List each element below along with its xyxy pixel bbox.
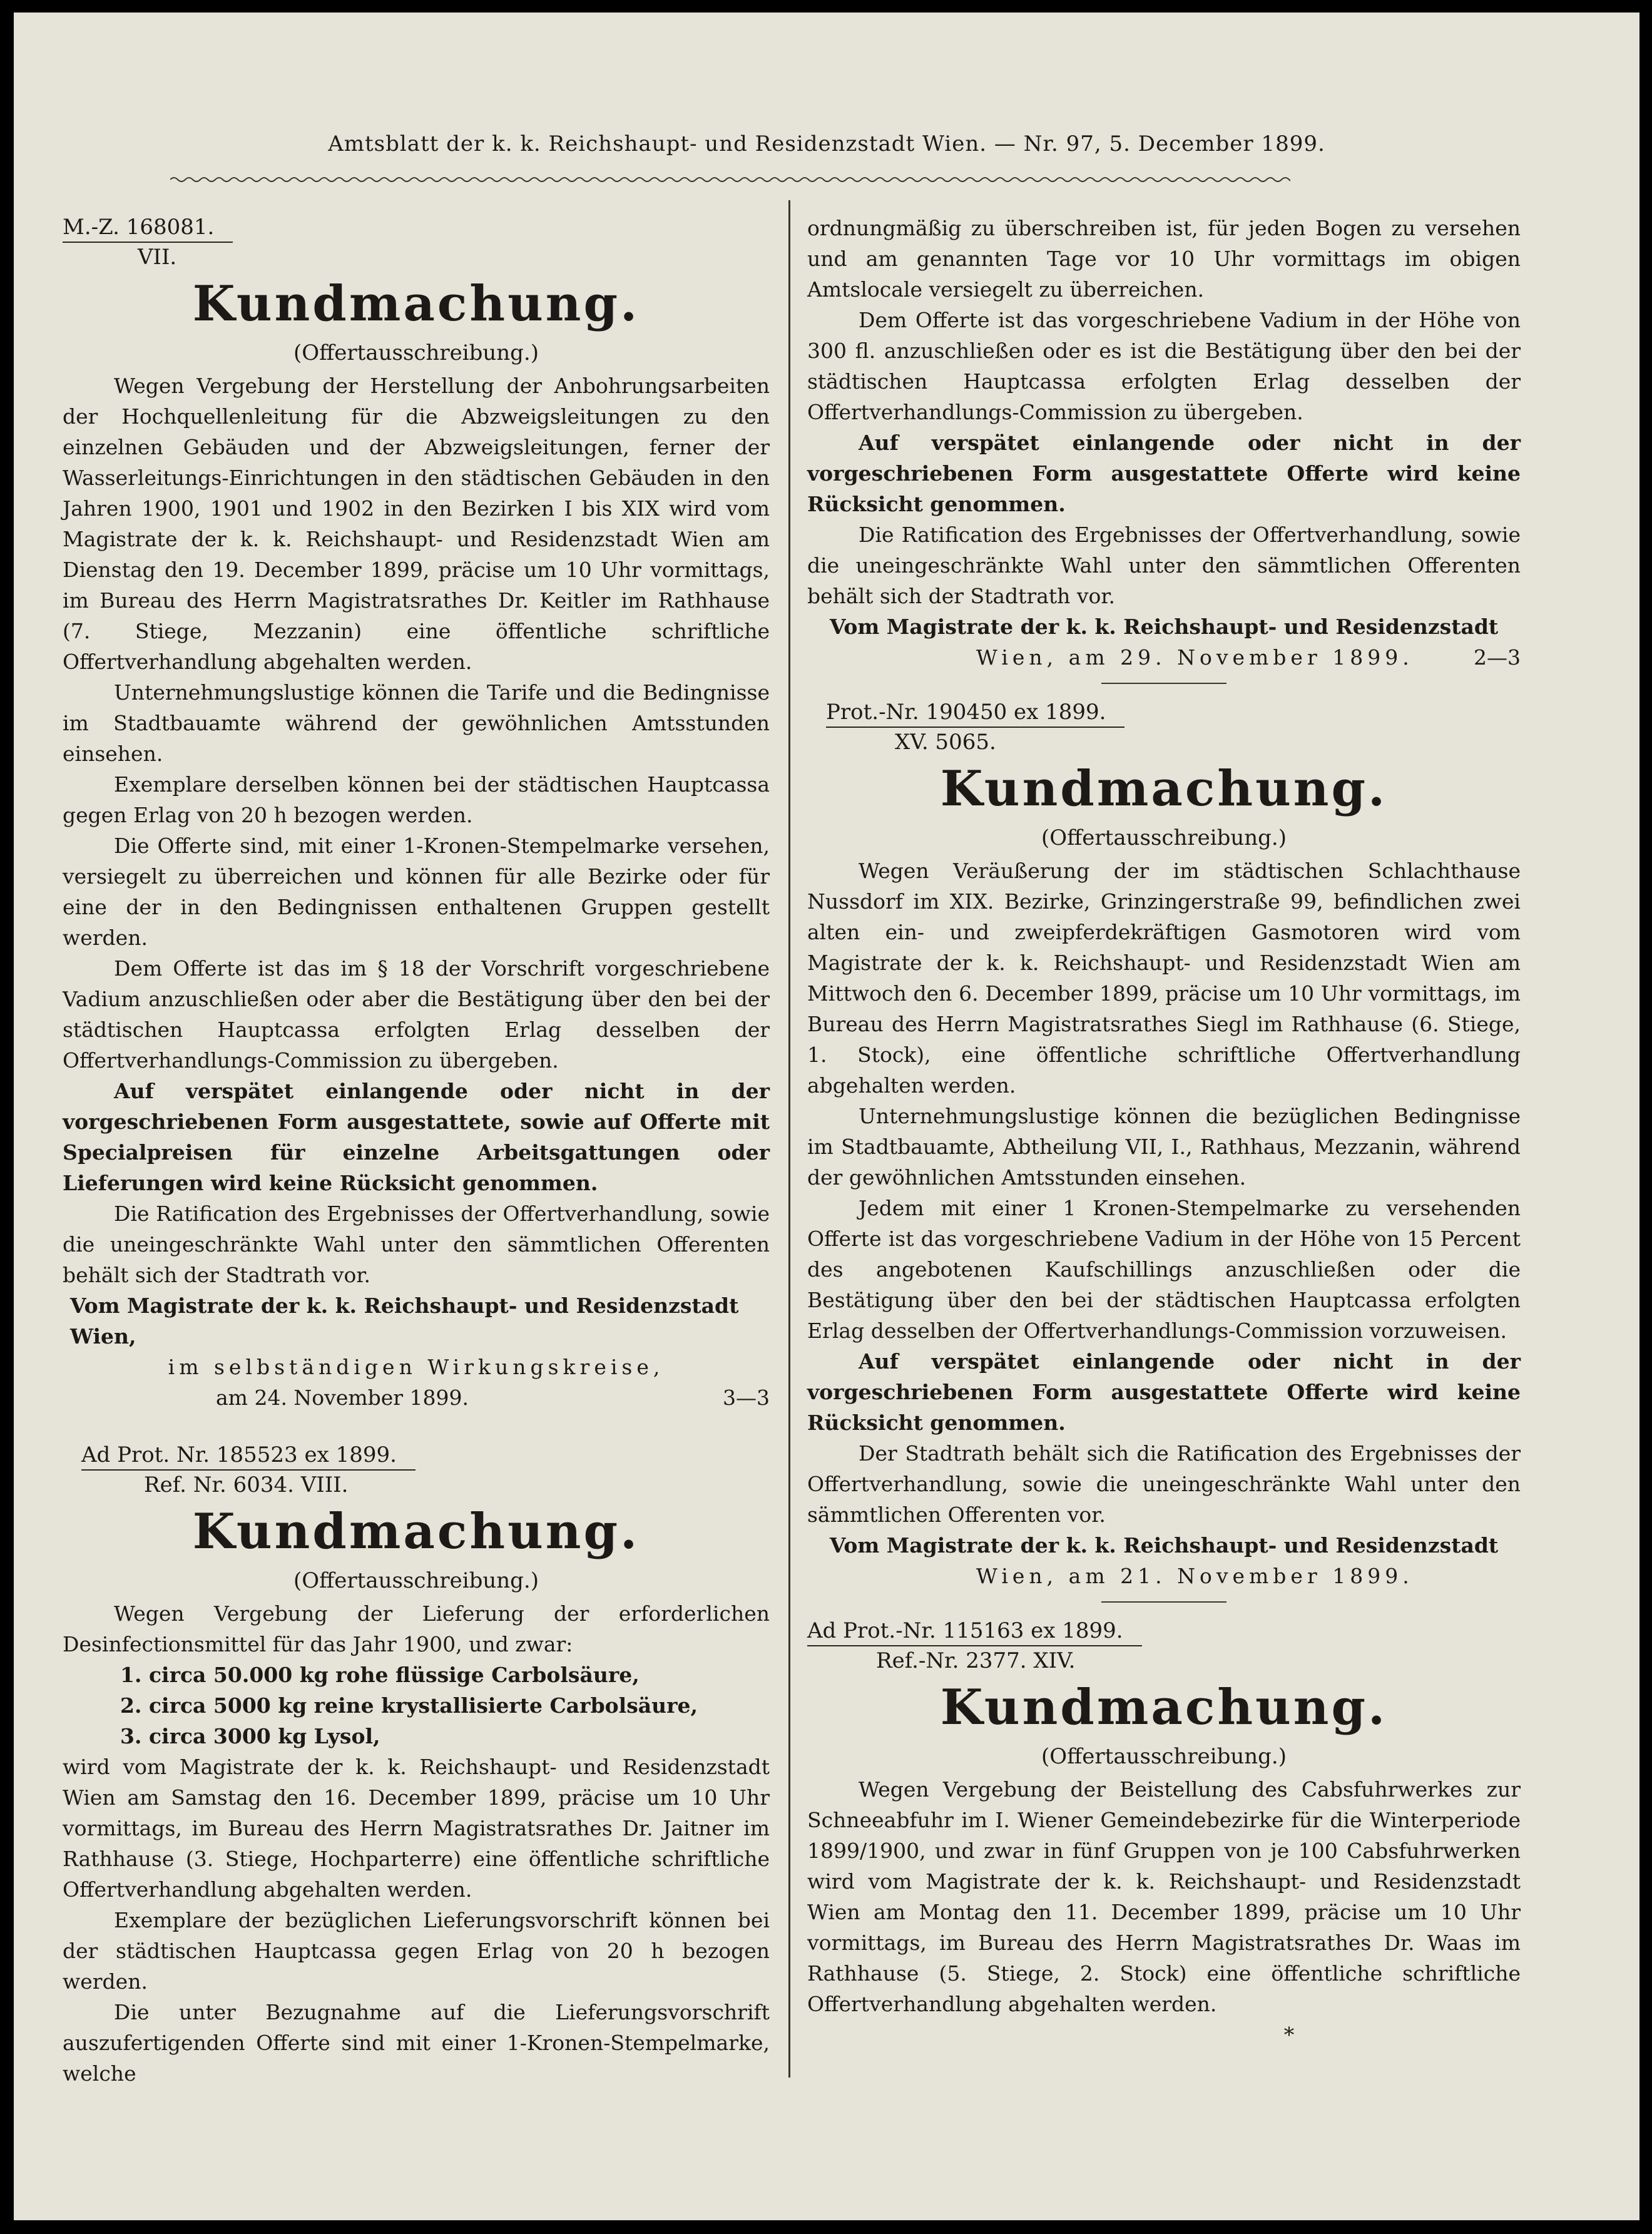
paragraph: Wegen Vergebung der Beistellung des Cabsfuhrwerkes zur Schneeabfuhr im I. Wiener Gemeindebezirke für die Winterperiode 1899/1900, und zwar in fünf Gruppen von je 100 Cabsfuhrwerken wird vom Magistrate der k. k. Reichshaupt- und Residenzstadt Wien am Montag den 11. December 1899, präcise um 10 Uhr vormittags, im Bureau des Herrn Magistratsrathes Dr. Waas im Rathhause (5. Stiege, 2. Stock) eine öffentliche schriftliche Offertverhandlung abgehalten werden. [807, 1777, 1521, 2016]
notice-1 [63, 213, 770, 1413]
signature-line: Vom Magistrate der k. k. Reichshaupt- und Residenzstadt Wien, [70, 1293, 739, 1349]
paragraph: wird vom Magistrate der k. k. Reichshaupt- und Residenzstadt Wien am Samstag den 16. December 1899, präcise um 10 Uhr vormittags, im Bureau des Herrn Magistratsrathes Dr. Jaitner im Rathhause (3. Stiege, Hochparterre) eine öffentliche schriftliche Offertverhandlung abgehalten werden. [63, 1755, 770, 1902]
list-item: 1. circa 50.000 kg rohe flüssige Carbolsäure, [120, 1663, 640, 1687]
paragraph: Die unter Bezugnahme auf die Lieferungsvorschrift auszufertigenden Offerte sind mit einer 1-Kronen-Stempelmarke, welche [63, 2000, 770, 2086]
reference-number: Ad Prot.-Nr. 115163 ex 1899. [807, 1616, 1142, 1646]
reference-number: Prot.-Nr. 190450 ex 1899. [826, 698, 1124, 728]
wavy-rule [170, 174, 1290, 185]
paragraph: Der Stadtrath behält sich die Ratification des Ergebnisses der Offertverhandlung, sowie die uneingeschränkte Wahl unter den sämmtlichen Offerenten vor. [807, 1441, 1521, 1527]
paragraph: Die Ratification des Ergebnisses der Offertverhandlung, sowie die uneingeschränkte Wahl unter den sämmtlichen Offerenten behält sich der Stadtrath vor. [63, 1201, 770, 1287]
paragraph: Exemplare der bezüglichen Lieferungsvorschrift können bei der städtischen Hauptcassa gegen Erlag von 20 h bezogen werden. [63, 1908, 770, 1994]
notice-3 [807, 698, 1521, 1603]
reference-department: Ref. Nr. 6034. VIII. [144, 1472, 349, 1497]
notice-title: Kundmachung. [192, 1503, 640, 1560]
reference-number: M.-Z. 168081. [63, 213, 233, 243]
continuation [807, 213, 1521, 684]
separator-rule [1101, 683, 1226, 684]
paragraph: Dem Offerte ist das vorgeschriebene Vadium in der Höhe von 300 fl. anzuschließen oder es ist die Bestätigung über den bei der städtischen Hauptcassa erfolgten Erlag desselben der Offertverhandlungs-Commission zu übergeben. [807, 308, 1521, 424]
paragraph: ordnungmäßig zu überschreiben ist, für jeden Bogen zu versehen und am genannten Tage vor 10 Uhr vormittags im obigen Amtslocale versiegelt zu überreichen. [807, 216, 1521, 302]
asterisk-mark: * [1283, 2022, 1295, 2047]
signature-line: Vom Magistrate der k. k. Reichshaupt- und Residenzstadt [829, 615, 1499, 639]
notice-title: Kundmachung. [192, 275, 640, 332]
running-head: Amtsblatt der k. k. Reichshaupt- und Residenzstadt Wien. — Nr. 97, 5. December 1899. [328, 131, 1325, 156]
paragraph: Wegen Vergebung der Lieferung der erforderlichen Desinfectionsmittel für das Jahr 1900, und zwar: [63, 1601, 770, 1656]
notice-4 [807, 1616, 1521, 2050]
notice-2 [63, 1441, 770, 2089]
reference-number: Ad Prot. Nr. 185523 ex 1899. [81, 1441, 416, 1471]
left-column [63, 213, 770, 2089]
paragraph: Exemplare derselben können bei der städtischen Hauptcassa gegen Erlag von 20 h bezogen werden. [63, 772, 770, 827]
list-item: 3. circa 3000 kg Lysol, [120, 1724, 380, 1748]
paragraph: Jedem mit einer 1 Kronen-Stempelmarke zu versehenden Offerte ist das vorgeschriebene Vadium in der Höhe von 15 Percent des angebotenen Kaufschillings anzuschließen oder die Bestätigung über den bei der städtischen Hauptcassa erfolgten Erlag desselben der Offertverhandlungs-Commission vorzuweisen. [807, 1196, 1521, 1343]
notice-subtitle: (Offertausschreibung.) [293, 1568, 539, 1593]
paragraph: Wegen Veräußerung der im städtischen Schlachthause Nussdorf im XIX. Bezirke, Grinzingerstraße 99, befindlichen zwei alten ein- und zweipferdekräftigen Gasmotoren wird vom Magistrate der k. k. Reichshaupt- und Residenzstadt Wien am Mittwoch den 6. December 1899, präcise um 10 Uhr vormittags, im Bureau des Herrn Magistratsrathes Siegl im Rathhause (6. Stiege, 1. Stock), eine öffentliche schriftliche Offertverhandlung abgehalten werden. [807, 859, 1521, 1098]
column-divider [788, 200, 790, 2078]
notice-subtitle: (Offertausschreibung.) [1041, 825, 1287, 850]
signature-line: Vom Magistrate der k. k. Reichshaupt- und Residenzstadt [829, 1533, 1499, 1558]
paragraph: Unternehmungslustige können die bezüglichen Bedingnisse im Stadtbauamte, Abtheilung VII, I., Rathhaus, Mezzanin, während der gewöhnlichen Amtsstunden einsehen. [807, 1104, 1521, 1190]
paragraph: Die Ratification des Ergebnisses der Offertverhandlung, sowie die uneingeschränkte Wahl unter den sämmtlichen Offerenten behält sich der Stadtrath vor. [807, 523, 1521, 608]
paragraph-bold: Auf verspätet einlangende oder nicht in der vorgeschriebenen Form ausgestattete Offerte wird keine Rücksicht genommen. [807, 1349, 1521, 1435]
reference-department: Ref.-Nr. 2377. XIV. [876, 1648, 1076, 1673]
paragraph: Unternehmungslustige können die Tarife und die Bedingnisse im Stadtbauamte während der gewöhnlichen Amtsstunden einsehen. [63, 680, 770, 766]
reference-department: XV. 5065. [895, 730, 996, 755]
notice-title: Kundmachung. [940, 1679, 1388, 1736]
notice-title: Kundmachung. [940, 760, 1388, 817]
item-list [63, 1660, 770, 1752]
separator-rule [1101, 1601, 1226, 1603]
signature-line: im selbständigen Wirkungskreise, [168, 1355, 665, 1379]
paragraph: Dem Offerte ist das im § 18 der Vorschrift vorgeschriebene Vadium anzuschließen oder aber die Bestätigung über den bei der städtischen Hauptcassa erfolgten Erlag desselben der Offertverhandlungs-Commission zu übergeben. [63, 956, 770, 1073]
list-item: 2. circa 5000 kg reine krystallisierte Carbolsäure, [120, 1693, 698, 1718]
paragraph: Die Offerte sind, mit einer 1-Kronen-Stempelmarke versehen, versiegelt zu überreichen und können für alle Bezirke oder für eine der in den Bedingnissen enthaltenen Gruppen gestellt werden. [63, 834, 770, 950]
notice-subtitle: (Offertausschreibung.) [293, 340, 539, 365]
paragraph: Wegen Vergebung der Herstellung der Anbohrungsarbeiten der Hochquellenleitung für die Abzweigsleitungen zu den einzelnen Gebäuden und der Abzweigsleitungen, ferner der Wasserleitungs-Einrichtungen in den städtischen Gebäuden in den Jahren 1900, 1901 und 1902 in den Bezirken I bis XIX wird vom Magistrate der k. k. Reichshaupt- und Residenzstadt Wien am Dienstag den 19. December 1899, präcise um 10 Uhr vormittags, im Bureau des Herrn Magistratsrathes Dr. Keitler im Rathhause (7. Stiege, Mezzanin) eine öffentliche schriftliche Offertverhandlung abgehalten werden. [63, 374, 770, 674]
signature-date: Wien, am 29. November 1899. [976, 645, 1414, 670]
paragraph-bold: Auf verspätet einlangende oder nicht in der vorgeschriebenen Form ausgestattete Offerte wird keine Rücksicht genommen. [807, 431, 1521, 516]
signature-date: Wien, am 21. November 1899. [976, 1564, 1414, 1588]
signature-date: am 24. November 1899. [216, 1385, 469, 1410]
reference-department: VII. [138, 245, 177, 270]
newspaper-page [14, 13, 1639, 2220]
notice-subtitle: (Offertausschreibung.) [1041, 1744, 1287, 1769]
notice-count: 3—3 [723, 1385, 770, 1410]
notice-count: 2—3 [1474, 645, 1521, 670]
right-column [807, 213, 1521, 2050]
paragraph-bold: Auf verspätet einlangende oder nicht in der vorgeschriebenen Form ausgestattete, sowie auf Offerte mit Specialpreisen für einzelne Arbeitsgattungen oder Lieferungen wird keine Rücksicht genommen. [63, 1079, 770, 1195]
